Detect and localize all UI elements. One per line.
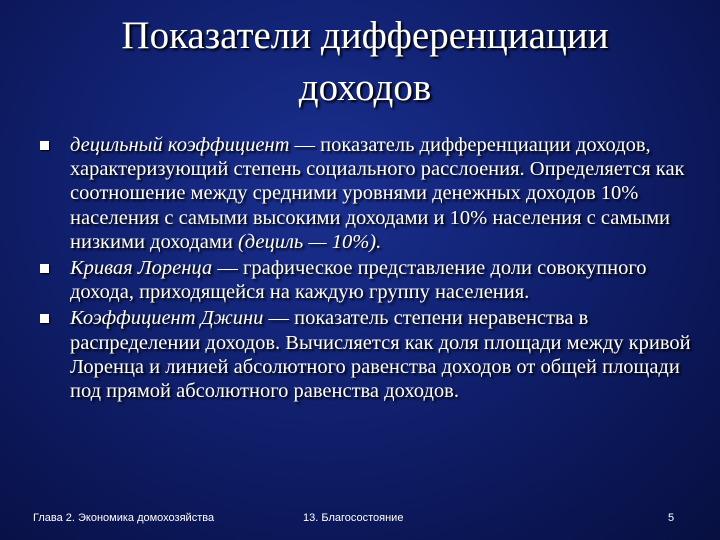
footer-page-number: 5 bbox=[668, 512, 675, 524]
bullet-item-decile bbox=[40, 133, 700, 254]
footer-chapter: Глава 2. Экономика домохозяйства bbox=[33, 512, 215, 524]
footer-section: 13. Благосостояние bbox=[303, 512, 404, 524]
bullet-text: — графическое представление доли совокупного дохода, приходящейся на каждую группу населения. bbox=[70, 257, 647, 304]
bullet-item-lorenz bbox=[40, 256, 700, 304]
bullet-list bbox=[40, 133, 700, 405]
bullet-term: Коэффициент Джини bbox=[70, 307, 264, 330]
bullet-text: — показатель дифференциации доходов, характеризующий степень социального расслоения. Определяется как соотношение между средними уровнями денежных доходов 10% населения с самыми высокими доходами и 10% населения с самыми низкими доходами bbox=[70, 134, 685, 253]
square-bullet-icon bbox=[40, 314, 49, 323]
bullet-term: децильный коэффициент bbox=[70, 134, 290, 156]
bullet-text: — показатель степени неравенства в распределении доходов. Вычисляется как доля площади между кривой Лоренца и линией абсолютного равенства доходов от общей площади под прямой абсолютного равенства доходов. bbox=[70, 307, 691, 403]
square-bullet-icon bbox=[40, 141, 49, 150]
bullet-term: Кривая Лоренца bbox=[70, 257, 213, 280]
bullet-item-gini bbox=[40, 306, 700, 403]
square-bullet-icon bbox=[40, 264, 49, 273]
bullet-note: (дециль — 10%). bbox=[237, 230, 382, 253]
title-line-2: доходов bbox=[298, 66, 432, 109]
title-line-1: Показатели дифференциации bbox=[121, 14, 609, 57]
slide-title bbox=[60, 10, 670, 114]
